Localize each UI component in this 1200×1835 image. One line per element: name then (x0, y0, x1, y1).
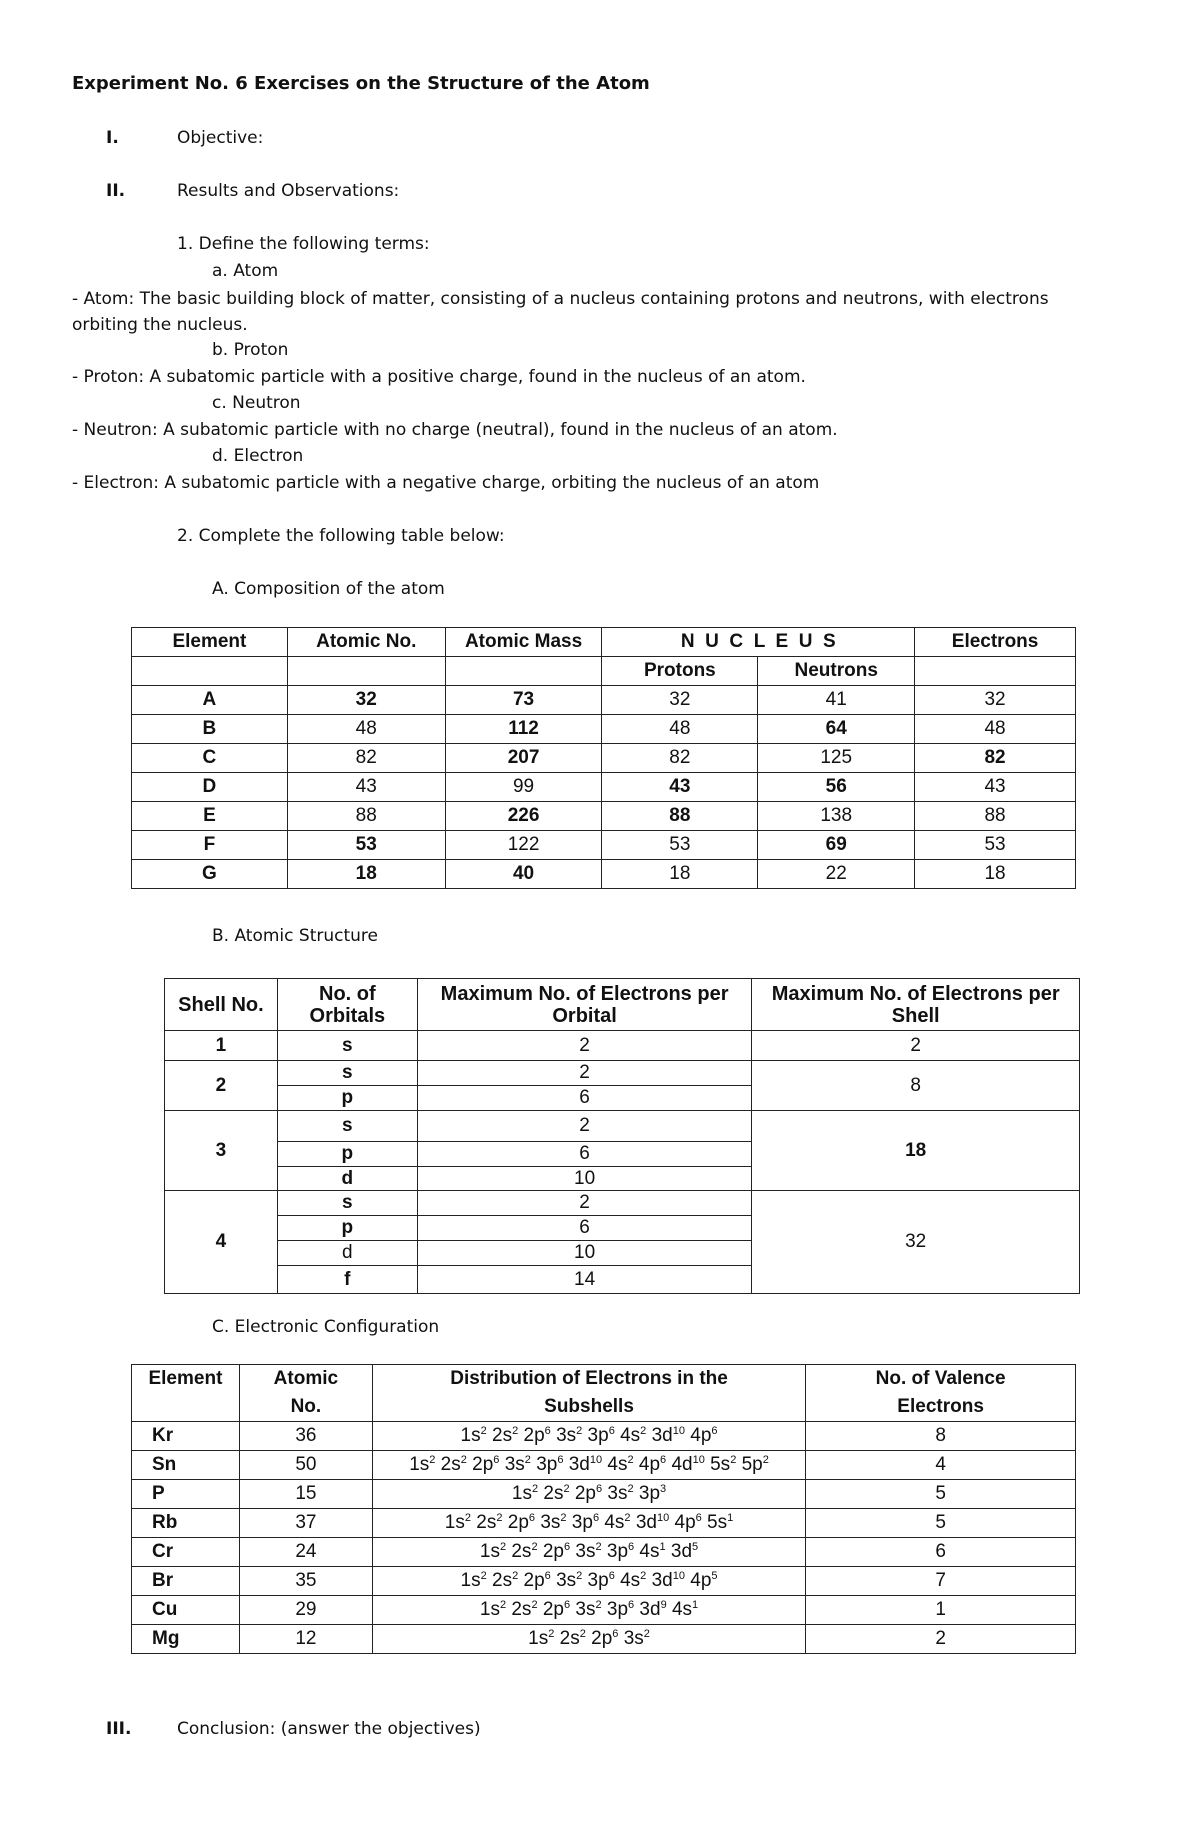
question-2-label: 2. Complete the following table below: (177, 526, 505, 546)
atomic-no-cell: 43 (287, 773, 445, 802)
configuration-cell: $1s^2$ $2s^2$ $2p^6$ $3s^2$ $3p^6$ $3d^{10}$ $4s^2$ $4p^6$ $4d^{10}$ $5s^2$ $5p^2$ (372, 1451, 805, 1480)
per-shell-cell: 32 (752, 1191, 1080, 1294)
neutrons-cell: 22 (758, 860, 915, 889)
section-1-number: I. (106, 128, 119, 148)
table-row (132, 1625, 1076, 1654)
table-row (132, 686, 1076, 715)
atomic-no-cell: 15 (239, 1480, 372, 1509)
table-header-row (132, 628, 1076, 657)
atomic-no-cell: 35 (239, 1567, 372, 1596)
section-2-label: Results and Observations: (177, 181, 400, 201)
table-c-caption: C. Electronic Configuration (212, 1317, 440, 1337)
element-cell: F (132, 831, 288, 860)
neutrons-cell: 125 (758, 744, 915, 773)
element-cell: P (132, 1480, 240, 1509)
neutrons-cell: 64 (758, 715, 915, 744)
table-row (165, 1031, 1080, 1061)
orbital-cell: s (277, 1061, 417, 1086)
orbital-cell: f (277, 1266, 417, 1294)
atomic-no-cell: 82 (287, 744, 445, 773)
valence-cell: 8 (806, 1422, 1076, 1451)
table-row (132, 860, 1076, 889)
header-shell-no: Shell No. (165, 979, 278, 1031)
atomic-mass-cell: 122 (445, 831, 602, 860)
header-atomic-mass: Atomic Mass (445, 628, 602, 657)
table-row (132, 773, 1076, 802)
element-cell: Rb (132, 1509, 240, 1538)
element-cell: Cu (132, 1596, 240, 1625)
term-atom-definition: - Atom: The basic building block of matter, consisting of a nucleus containing protons and neutrons, with electrons orbiting the nucleus. (72, 289, 1049, 335)
table-row (132, 715, 1076, 744)
atomic-no-cell: 29 (239, 1596, 372, 1625)
protons-cell: 32 (602, 686, 758, 715)
atomic-no-cell: 12 (239, 1625, 372, 1654)
protons-cell: 82 (602, 744, 758, 773)
configuration-cell: $1s^2$ $2s^2$ $2p^6$ $3s^2$ $3p^6$ $4s^1$ $3d^5$ (372, 1538, 805, 1567)
header-electrons: Electrons (915, 628, 1076, 657)
shell-no-cell: 1 (165, 1031, 278, 1061)
term-neutron-definition: - Neutron: A subatomic particle with no charge (neutral), found in the nucleus of an atom. (72, 420, 838, 440)
section-2-number: II. (106, 181, 126, 201)
table-row (132, 1480, 1076, 1509)
atomic-no-cell: 48 (287, 715, 445, 744)
table-b-caption: B. Atomic Structure (212, 926, 378, 946)
subheader-neutrons: Neutrons (758, 657, 915, 686)
header-nucleus: N U C L E U S (602, 628, 915, 657)
element-cell: Cr (132, 1538, 240, 1567)
atomic-mass-cell: 207 (445, 744, 602, 773)
term-proton-definition: - Proton: A subatomic particle with a positive charge, found in the nucleus of an atom. (72, 367, 806, 387)
atomic-no-cell: 53 (287, 831, 445, 860)
electrons-cell: 43 (915, 773, 1076, 802)
header-distribution: Distribution of Electrons in the Subshells (372, 1365, 805, 1422)
term-electron-label: d. Electron (212, 446, 304, 466)
section-3-number: III. (106, 1719, 132, 1739)
element-cell: Br (132, 1567, 240, 1596)
per-shell-cell: 18 (752, 1111, 1080, 1191)
element-cell: A (132, 686, 288, 715)
electrons-cell: 88 (915, 802, 1076, 831)
page-title: Experiment No. 6 Exercises on the Structure of the Atom (72, 73, 650, 94)
atomic-mass-cell: 40 (445, 860, 602, 889)
neutrons-cell: 56 (758, 773, 915, 802)
section-1-label: Objective: (177, 128, 264, 148)
table-row (132, 1451, 1076, 1480)
table-subheader-row (132, 657, 1076, 686)
protons-cell: 88 (602, 802, 758, 831)
element-cell: E (132, 802, 288, 831)
term-electron-definition: - Electron: A subatomic particle with a negative charge, orbiting the nucleus of an atom (72, 473, 820, 493)
neutrons-cell: 138 (758, 802, 915, 831)
table-row (132, 1509, 1076, 1538)
atomic-no-cell: 32 (287, 686, 445, 715)
electrons-cell: 48 (915, 715, 1076, 744)
element-cell: G (132, 860, 288, 889)
term-neutron-label: c. Neutron (212, 393, 301, 413)
neutrons-cell: 41 (758, 686, 915, 715)
per-shell-cell: 2 (752, 1031, 1080, 1061)
question-1-label: 1. Define the following terms: (177, 234, 430, 254)
per-shell-cell: 8 (752, 1061, 1080, 1111)
table-row (132, 1567, 1076, 1596)
per-orbital-cell: 2 (417, 1061, 752, 1086)
table-row (165, 1061, 1080, 1086)
empty-cell (915, 657, 1076, 686)
header-element: Element (132, 628, 288, 657)
per-orbital-cell: 14 (417, 1266, 752, 1294)
header-max-per-orbital: Maximum No. of Electrons per Orbital (417, 979, 752, 1031)
neutrons-cell: 69 (758, 831, 915, 860)
term-atom-label: a. Atom (212, 261, 279, 281)
per-orbital-cell: 6 (417, 1216, 752, 1241)
table-a-caption: A. Composition of the atom (212, 579, 445, 599)
atomic-mass-cell: 73 (445, 686, 602, 715)
atomic-no-cell: 18 (287, 860, 445, 889)
valence-cell: 6 (806, 1538, 1076, 1567)
empty-cell (287, 657, 445, 686)
electrons-cell: 18 (915, 860, 1076, 889)
element-cell: Kr (132, 1422, 240, 1451)
table-row (132, 1596, 1076, 1625)
term-proton-label: b. Proton (212, 340, 289, 360)
protons-cell: 43 (602, 773, 758, 802)
orbital-cell: p (277, 1216, 417, 1241)
element-cell: Mg (132, 1625, 240, 1654)
electrons-cell: 32 (915, 686, 1076, 715)
orbital-cell: s (277, 1191, 417, 1216)
atomic-structure-table (164, 978, 1080, 1294)
atomic-no-cell: 50 (239, 1451, 372, 1480)
orbital-cell: p (277, 1142, 417, 1167)
header-no-of-orbitals: No. of Orbitals (277, 979, 417, 1031)
atomic-no-cell: 24 (239, 1538, 372, 1567)
table-row (165, 1191, 1080, 1216)
orbital-cell: s (277, 1111, 417, 1142)
per-orbital-cell: 10 (417, 1167, 752, 1191)
section-3-label: Conclusion: (answer the objectives) (177, 1719, 481, 1739)
per-orbital-cell: 2 (417, 1111, 752, 1142)
shell-no-cell: 2 (165, 1061, 278, 1111)
valence-cell: 2 (806, 1625, 1076, 1654)
atomic-no-cell: 88 (287, 802, 445, 831)
header-max-per-shell: Maximum No. of Electrons per Shell (752, 979, 1080, 1031)
shell-no-cell: 3 (165, 1111, 278, 1191)
per-orbital-cell: 2 (417, 1031, 752, 1061)
table-row (132, 1422, 1076, 1451)
valence-cell: 5 (806, 1509, 1076, 1538)
per-orbital-cell: 2 (417, 1191, 752, 1216)
configuration-cell: $1s^2$ $2s^2$ $2p^6$ $3s^2$ $3p^6$ $4s^2$ $3d^{10}$ $4p^6$ (372, 1422, 805, 1451)
atomic-mass-cell: 99 (445, 773, 602, 802)
electrons-cell: 82 (915, 744, 1076, 773)
per-orbital-cell: 6 (417, 1086, 752, 1111)
table-row (165, 1111, 1080, 1142)
configuration-cell: $1s^2$ $2s^2$ $2p^6$ $3s^2$ $3p^6$ $3d^9$ $4s^1$ (372, 1596, 805, 1625)
subheader-protons: Protons (602, 657, 758, 686)
element-cell: Sn (132, 1451, 240, 1480)
shell-no-cell: 4 (165, 1191, 278, 1294)
atomic-mass-cell: 226 (445, 802, 602, 831)
configuration-cell: $1s^2$ $2s^2$ $2p^6$ $3s^2$ $3p^3$ (372, 1480, 805, 1509)
per-orbital-cell: 6 (417, 1142, 752, 1167)
valence-cell: 1 (806, 1596, 1076, 1625)
configuration-cell: $1s^2$ $2s^2$ $2p^6$ $3s^2$ $3p^6$ $4s^2$ $3d^{10}$ $4p^6$ $5s^1$ (372, 1509, 805, 1538)
atomic-no-cell: 36 (239, 1422, 372, 1451)
orbital-cell: p (277, 1086, 417, 1111)
header-atomic-no: Atomic No. (239, 1365, 372, 1422)
table-row (132, 802, 1076, 831)
orbital-cell: d (277, 1167, 417, 1191)
table-header-row (165, 979, 1080, 1031)
header-atomic-no: Atomic No. (287, 628, 445, 657)
orbital-cell: s (277, 1031, 417, 1061)
electronic-configuration-table (131, 1364, 1076, 1654)
empty-cell (445, 657, 602, 686)
header-element: Element (132, 1365, 240, 1422)
element-cell: C (132, 744, 288, 773)
atomic-mass-cell: 112 (445, 715, 602, 744)
composition-table (131, 627, 1076, 889)
valence-cell: 5 (806, 1480, 1076, 1509)
table-row (132, 1538, 1076, 1567)
orbital-cell: d (277, 1241, 417, 1266)
protons-cell: 53 (602, 831, 758, 860)
header-valence: No. of Valence Electrons (806, 1365, 1076, 1422)
configuration-cell: $1s^2$ $2s^2$ $2p^6$ $3s^2$ (372, 1625, 805, 1654)
electrons-cell: 53 (915, 831, 1076, 860)
element-cell: B (132, 715, 288, 744)
per-orbital-cell: 10 (417, 1241, 752, 1266)
element-cell: D (132, 773, 288, 802)
table-header-row (132, 1365, 1076, 1422)
protons-cell: 18 (602, 860, 758, 889)
protons-cell: 48 (602, 715, 758, 744)
empty-cell (132, 657, 288, 686)
valence-cell: 4 (806, 1451, 1076, 1480)
table-row (132, 831, 1076, 860)
configuration-cell: $1s^2$ $2s^2$ $2p^6$ $3s^2$ $3p^6$ $4s^2$ $3d^{10}$ $4p^5$ (372, 1567, 805, 1596)
valence-cell: 7 (806, 1567, 1076, 1596)
atomic-no-cell: 37 (239, 1509, 372, 1538)
table-row (132, 744, 1076, 773)
